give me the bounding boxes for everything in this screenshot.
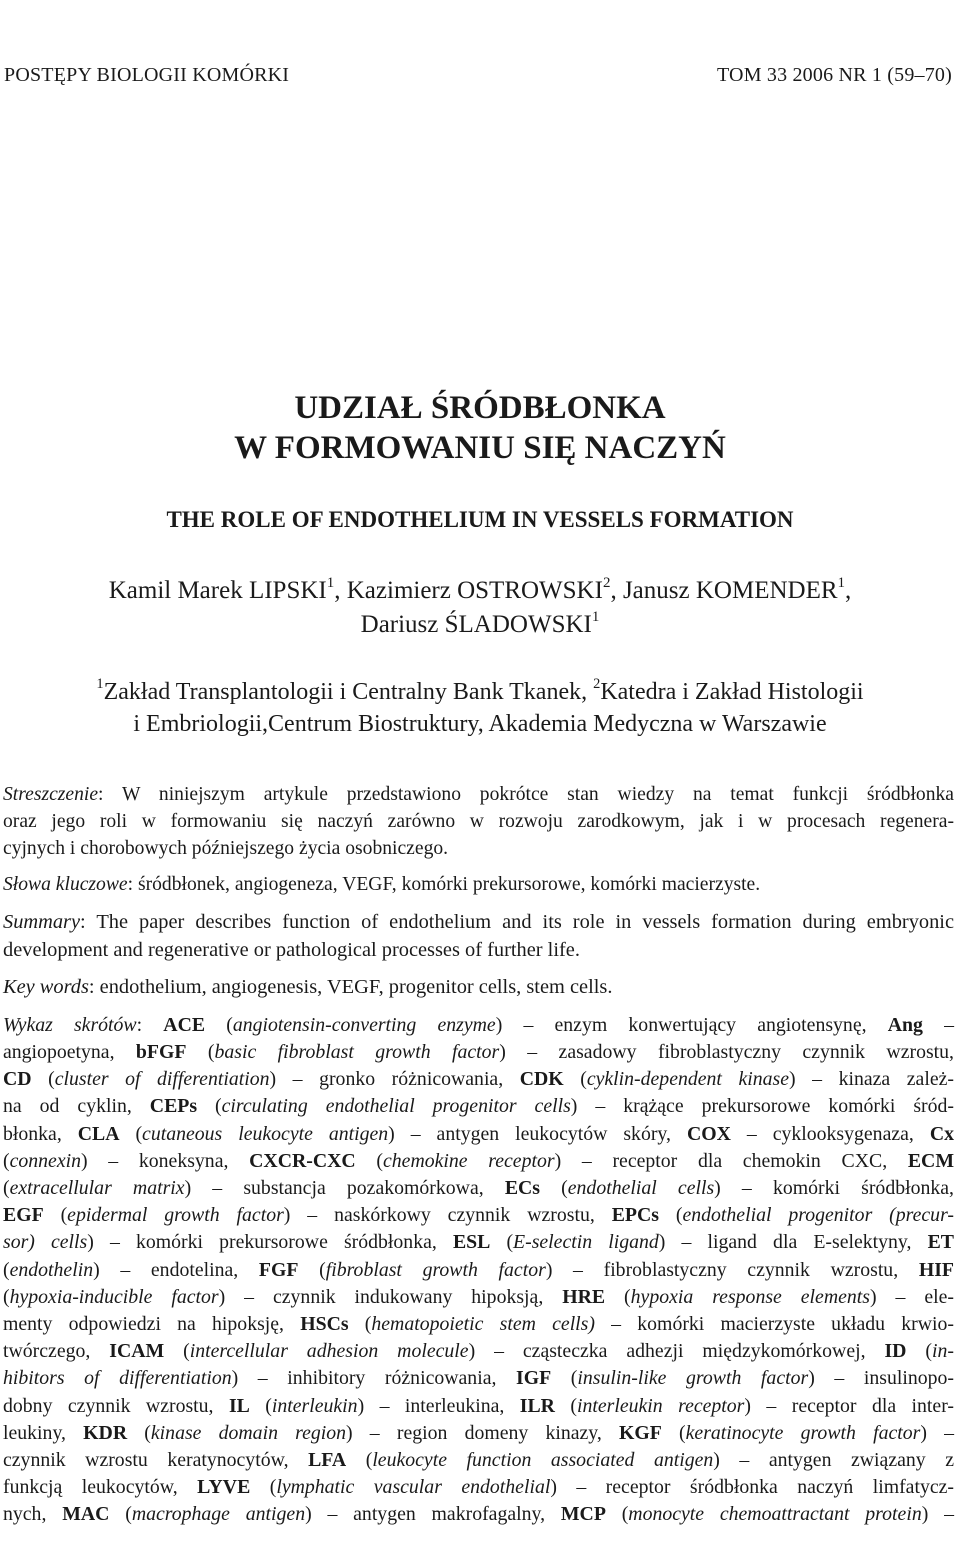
abbreviation-line bbox=[3, 1202, 954, 1229]
abbreviation-text: angiopoetyna, bbox=[3, 1040, 136, 1063]
abbreviation-text: ) – antygen leukocytów skóry, bbox=[388, 1122, 687, 1145]
abbreviation-text: – komórki macierzyste układu krwio- bbox=[594, 1312, 954, 1335]
abbreviation-text: ( bbox=[31, 1068, 55, 1091]
author-sep: , bbox=[845, 577, 852, 604]
abbreviation-line bbox=[3, 1338, 954, 1365]
abbreviation-expansion: in- bbox=[931, 1340, 954, 1363]
abbreviation-text: ) – bbox=[921, 1503, 954, 1526]
abbreviation-text: ( bbox=[348, 1312, 372, 1335]
abbreviation-expansion: angiotensin-converting enzyme bbox=[232, 1013, 496, 1036]
abbreviation-expansion: extracellular matrix bbox=[9, 1176, 185, 1199]
authors-line-1 bbox=[0, 574, 960, 608]
abbreviation-text: ) – zasadowy fibroblastyczny czynnik wzrostu, bbox=[499, 1040, 954, 1063]
streszczenie-paragraph bbox=[3, 782, 954, 862]
affiliation-text: Zakład Transplantologii i Centralny Bank Tkanek, bbox=[103, 679, 594, 705]
abbreviation-expansion: interleukin receptor bbox=[576, 1394, 745, 1417]
abbreviation-term: MCP bbox=[560, 1503, 606, 1526]
abbreviation-text: ) – komórki śródbłonka, bbox=[714, 1176, 954, 1199]
abbreviation-text: ( bbox=[186, 1040, 215, 1063]
abbreviation-term: IL bbox=[228, 1394, 250, 1417]
abbreviation-text: ) – koneksyna, bbox=[81, 1149, 250, 1172]
abbreviation-text: ) – region domeny kinazy, bbox=[346, 1421, 620, 1444]
abbreviation-expansion: leukocyte function associated antigen bbox=[372, 1448, 714, 1471]
abbreviation-text: ) – substancja pozakomórkowa, bbox=[184, 1176, 505, 1199]
abbreviation-text: funkcją leukocytów, bbox=[3, 1476, 198, 1499]
affiliation-sup: 2 bbox=[593, 676, 601, 693]
abbreviation-line bbox=[3, 1393, 954, 1420]
abbreviation-expansion: E-selectin ligand bbox=[513, 1231, 659, 1254]
abbreviation-text: – cyklooksygenaza, bbox=[730, 1122, 930, 1145]
journal-name: POSTĘPY BIOLOGII KOMÓRKI bbox=[4, 64, 290, 86]
abbreviation-text: ( bbox=[605, 1503, 629, 1526]
text-span: : W niniejszym artykule przedstawiono pokrótce stan wiedzy na temat funkcji śródbłonka bbox=[98, 784, 954, 805]
abbreviation-text: ) – receptor dla chemokin CXC, bbox=[554, 1149, 908, 1172]
abbreviation-text: ) – bbox=[920, 1421, 954, 1444]
abbreviation-line bbox=[3, 1175, 954, 1202]
abbreviation-text: ) – komórki prekursorowe śródbłonka, bbox=[87, 1231, 453, 1254]
affiliation-sup: 1 bbox=[96, 676, 104, 693]
abbreviation-line bbox=[3, 1447, 954, 1474]
abbreviation-term: CLA bbox=[77, 1122, 120, 1145]
abbreviation-text: ( bbox=[127, 1421, 151, 1444]
abbreviation-term: ID bbox=[884, 1340, 907, 1363]
section-label: Key words bbox=[3, 976, 89, 999]
abbreviation-line bbox=[3, 1501, 954, 1528]
title-line-1: UDZIAŁ ŚRÓDBŁONKA bbox=[294, 390, 666, 426]
abbreviation-expansion: lymphatic vascular endothelial bbox=[276, 1476, 551, 1499]
abbreviation-text: ) – cząsteczka adhezji międzykomórkowej, bbox=[468, 1340, 885, 1363]
abbreviation-term: LFA bbox=[308, 1448, 347, 1471]
abbreviation-term: EPCs bbox=[611, 1204, 659, 1227]
abbreviation-expansion: cutaneous leukocyte antigen bbox=[142, 1122, 389, 1145]
abbreviation-expansion: endothelin bbox=[9, 1258, 94, 1281]
abbreviation-text: ( bbox=[250, 1476, 277, 1499]
abbreviation-expansion: endothelial progenitor (precur- bbox=[682, 1204, 954, 1227]
abbreviation-text: ( bbox=[605, 1285, 631, 1308]
abbreviation-line bbox=[3, 1093, 954, 1120]
author-sep: , bbox=[334, 577, 347, 604]
abbreviation-text: ( bbox=[490, 1231, 514, 1254]
abbreviation-expansion: cluster of differentiation bbox=[54, 1068, 270, 1091]
abbreviation-expansion: sor) cells bbox=[3, 1231, 88, 1254]
abbreviation-line bbox=[3, 1284, 954, 1311]
abbreviation-text: ( bbox=[540, 1176, 568, 1199]
abbreviation-text: : bbox=[136, 1013, 164, 1036]
abbreviation-line bbox=[3, 1066, 954, 1093]
abbreviation-term: EGF bbox=[3, 1204, 44, 1227]
abbreviation-term: ESL bbox=[452, 1231, 491, 1254]
author-sup: 1 bbox=[591, 608, 600, 625]
abbreviation-term: KDR bbox=[83, 1421, 128, 1444]
abbreviation-expansion: interleukin bbox=[271, 1394, 358, 1417]
summary-paragraph bbox=[3, 909, 954, 964]
abbreviation-text: ) – naskórkowy czynnik wzrostu, bbox=[283, 1204, 612, 1227]
abbreviation-text: ) – receptor śródbłonka naczyń limfatycz- bbox=[550, 1476, 954, 1499]
abbreviation-expansion: intercellular adhesion molecule bbox=[189, 1340, 469, 1363]
abbreviation-line bbox=[3, 1012, 954, 1039]
abbreviation-term: ECs bbox=[504, 1176, 541, 1199]
affiliation-line-1 bbox=[0, 676, 960, 708]
text-span: : śródbłonek, angiogeneza, VEGF, komórki prekursorowe, komórki macierzyste. bbox=[127, 874, 761, 896]
author-name: Dariusz ŚLADOWSKI bbox=[360, 611, 592, 638]
author-name: Janusz KOMENDER bbox=[622, 577, 838, 604]
abbreviation-text: ) – gronko różnicowania, bbox=[269, 1068, 520, 1091]
abbreviation-term: CEPs bbox=[149, 1095, 198, 1118]
text-line bbox=[3, 909, 954, 937]
abbreviation-text: ( bbox=[298, 1258, 326, 1281]
abbreviation-term: IGF bbox=[516, 1367, 552, 1390]
abbreviation-term: HSCs bbox=[300, 1312, 349, 1335]
abbreviation-line bbox=[3, 1365, 954, 1392]
abbreviation-expansion: hematopoietic stem cells) bbox=[371, 1312, 595, 1335]
abbreviation-term: FGF bbox=[258, 1258, 299, 1281]
title-polish bbox=[0, 388, 960, 468]
keywords-paragraph bbox=[3, 974, 954, 1002]
abbreviation-line bbox=[3, 1121, 954, 1148]
abbreviation-text: ) – receptor dla inter- bbox=[744, 1394, 954, 1417]
abbreviation-text: ( bbox=[43, 1204, 68, 1227]
abbreviation-term: LYVE bbox=[197, 1476, 251, 1499]
abbreviation-text: ( bbox=[554, 1394, 577, 1417]
text-line bbox=[3, 782, 954, 809]
abbreviation-term: ILR bbox=[519, 1394, 555, 1417]
abbreviation-text: ( bbox=[658, 1204, 683, 1227]
abbreviation-text: ( bbox=[3, 1285, 10, 1308]
abbreviation-expansion: kinase domain region bbox=[150, 1421, 347, 1444]
abbreviation-expansion: chemokine receptor bbox=[383, 1149, 555, 1172]
abbreviation-line bbox=[3, 1229, 954, 1256]
author-sep: , bbox=[610, 577, 623, 604]
running-header bbox=[4, 64, 952, 87]
abbreviation-text: menty odpowiedzi na hipoksję, bbox=[3, 1312, 301, 1335]
abbreviation-text: ) – antygen makrofagalny, bbox=[305, 1503, 561, 1526]
abbreviation-text: ( bbox=[661, 1421, 686, 1444]
volume-info: TOM 33 2006 NR 1 (59–70) bbox=[717, 64, 952, 86]
abbreviation-text: błonka, bbox=[3, 1122, 78, 1145]
abbreviation-text: ( bbox=[346, 1448, 373, 1471]
abbreviation-text: ) – enzym konwertujący angiotensynę, bbox=[495, 1013, 888, 1036]
abbreviation-text: na od cyklin, bbox=[3, 1095, 150, 1118]
abbreviation-text: ( bbox=[563, 1068, 587, 1091]
abbreviation-text: ( bbox=[164, 1340, 190, 1363]
abbreviation-line bbox=[3, 1474, 954, 1501]
abbreviation-text: ( bbox=[355, 1149, 384, 1172]
abbreviation-text: ) – insulinopo- bbox=[808, 1367, 955, 1390]
abbreviation-term: CD bbox=[3, 1068, 32, 1091]
abbreviation-expansion: connexin bbox=[9, 1149, 81, 1172]
abbreviation-expansion: keratinocyte growth factor bbox=[685, 1421, 921, 1444]
abbreviation-text: ) – ligand dla E-selektyny, bbox=[658, 1231, 928, 1254]
abbreviation-text: ) – fibroblastyczny czynnik wzrostu, bbox=[545, 1258, 919, 1281]
text-line bbox=[3, 974, 954, 1002]
text-line bbox=[3, 872, 954, 899]
abbreviation-term: Ang bbox=[887, 1013, 923, 1036]
affiliation-line-2: i Embriologii,Centrum Biostruktury, Akademia Medyczna w Warszawie bbox=[133, 711, 827, 737]
abbreviation-text: ( bbox=[119, 1122, 143, 1145]
abbreviation-expansion: monocyte chemoattractant protein bbox=[628, 1503, 922, 1526]
abbreviation-term: Cx bbox=[929, 1122, 954, 1145]
abbreviation-text: ) – krążące prekursorowe komórki śród- bbox=[570, 1095, 954, 1118]
authors-line-2 bbox=[0, 608, 960, 642]
abbreviation-text: nych, bbox=[3, 1503, 63, 1526]
author-sup: 1 bbox=[837, 574, 846, 591]
affiliations bbox=[0, 676, 960, 740]
abbreviation-term: MAC bbox=[62, 1503, 110, 1526]
abbreviation-line bbox=[3, 1420, 954, 1447]
abbreviation-term: HIF bbox=[918, 1258, 954, 1281]
abbreviation-expansion: epidermal growth factor bbox=[67, 1204, 284, 1227]
abbreviation-line bbox=[3, 1148, 954, 1175]
abbreviation-text: leukiny, bbox=[3, 1421, 84, 1444]
abbreviation-expansion: endothelial cells bbox=[567, 1176, 715, 1199]
abbreviation-expansion: hibitors of differentiation bbox=[3, 1367, 232, 1390]
abbreviation-term: ET bbox=[927, 1231, 954, 1254]
abbreviation-text: ) – endotelina, bbox=[93, 1258, 259, 1281]
text-line: oraz jego roli w formowaniu się naczyń zarówno w rozwoju zarodkowym, jak i w procesach regenera- bbox=[3, 810, 954, 832]
article-body bbox=[3, 782, 954, 1539]
abbreviation-expansion: circulating endothelial progenitor cells bbox=[221, 1095, 571, 1118]
abbreviation-text: ) – ele- bbox=[869, 1285, 954, 1308]
author-name: Kamil Marek LIPSKI bbox=[108, 577, 327, 604]
abbreviation-text: dobny czynnik wzrostu, bbox=[3, 1394, 229, 1417]
section-label: Wykaz skrótów bbox=[3, 1013, 137, 1036]
abbreviation-term: CDK bbox=[519, 1068, 564, 1091]
abbreviation-text: ) – inhibitory różnicowania, bbox=[231, 1367, 517, 1390]
author-name: Kazimierz OSTROWSKI bbox=[346, 577, 603, 604]
abbreviation-text: ) – interleukina, bbox=[357, 1394, 520, 1417]
abbreviation-term: HRE bbox=[562, 1285, 606, 1308]
abbreviation-term: ECM bbox=[907, 1149, 954, 1172]
abbreviation-text: ) – czynnik indukowany hipoksją, bbox=[218, 1285, 563, 1308]
affiliation-text: Katedra i Zakład Histologii bbox=[600, 679, 864, 705]
slowa-kluczowe-paragraph bbox=[3, 872, 954, 899]
title-line-2: W FORMOWANIU SIĘ NACZYŃ bbox=[234, 430, 726, 466]
abbreviation-line bbox=[3, 1257, 954, 1284]
author-sup: 1 bbox=[326, 574, 335, 591]
abbreviation-text: ( bbox=[3, 1176, 10, 1199]
abbreviation-expansion: fibroblast growth factor bbox=[325, 1258, 546, 1281]
abbreviation-term: COX bbox=[686, 1122, 731, 1145]
abbreviation-text: ( bbox=[3, 1149, 10, 1172]
abbreviation-text: ( bbox=[197, 1095, 222, 1118]
section-label: Słowa kluczowe bbox=[3, 874, 128, 896]
abbreviation-text: ( bbox=[551, 1367, 578, 1390]
abbreviation-term: KGF bbox=[619, 1421, 662, 1444]
title-english: THE ROLE OF ENDOTHELIUM IN VESSELS FORMATION bbox=[166, 507, 794, 532]
abbreviation-text: ( bbox=[109, 1503, 132, 1526]
section-label: Summary bbox=[3, 911, 81, 934]
section-label: Streszczenie bbox=[3, 784, 99, 805]
abbreviation-expansion: macrophage antigen bbox=[131, 1503, 306, 1526]
abbreviations-paragraph bbox=[3, 1012, 954, 1529]
abbreviation-text: ( bbox=[249, 1394, 272, 1417]
authors bbox=[0, 574, 960, 642]
abbreviation-line bbox=[3, 1311, 954, 1338]
abbreviation-text: twórczego, bbox=[3, 1340, 110, 1363]
abbreviation-expansion: insulin-like growth factor bbox=[577, 1367, 809, 1390]
abbreviation-text: czynnik wzrostu keratynocytów, bbox=[3, 1448, 309, 1471]
abbreviation-expansion: hypoxia response elements bbox=[630, 1285, 870, 1308]
text-span: : endothelium, angiogenesis, VEGF, progenitor cells, stem cells. bbox=[88, 976, 613, 999]
text-span: : The paper describes function of endothelium and its role in vessels formation during embryonic bbox=[80, 911, 954, 934]
abbreviation-text: ( bbox=[3, 1258, 10, 1281]
abbreviation-text: ( bbox=[906, 1340, 932, 1363]
abbreviation-line bbox=[3, 1039, 954, 1066]
abbreviation-text: – bbox=[922, 1013, 954, 1036]
text-line: cyjnych i chorobowych późniejszego życia osobniczego. bbox=[3, 837, 449, 859]
abbreviation-term: ACE bbox=[163, 1013, 206, 1036]
abbreviation-text: ) – kinaza zależ- bbox=[789, 1068, 954, 1091]
abbreviation-term: CXCR-CXC bbox=[249, 1149, 356, 1172]
author-sup: 2 bbox=[602, 574, 611, 591]
text-line: development and regenerative or pathological processes of further life. bbox=[3, 938, 580, 961]
abbreviation-text: ) – antygen związany z bbox=[713, 1448, 954, 1471]
abbreviation-expansion: basic fibroblast growth factor bbox=[214, 1040, 500, 1063]
abbreviation-term: ICAM bbox=[109, 1340, 165, 1363]
abbreviation-expansion: cyklin-dependent kinase bbox=[586, 1068, 790, 1091]
abbreviation-term: bFGF bbox=[135, 1040, 187, 1063]
abbreviation-expansion: hypoxia-inducible factor bbox=[9, 1285, 219, 1308]
abbreviation-text: ( bbox=[205, 1013, 233, 1036]
